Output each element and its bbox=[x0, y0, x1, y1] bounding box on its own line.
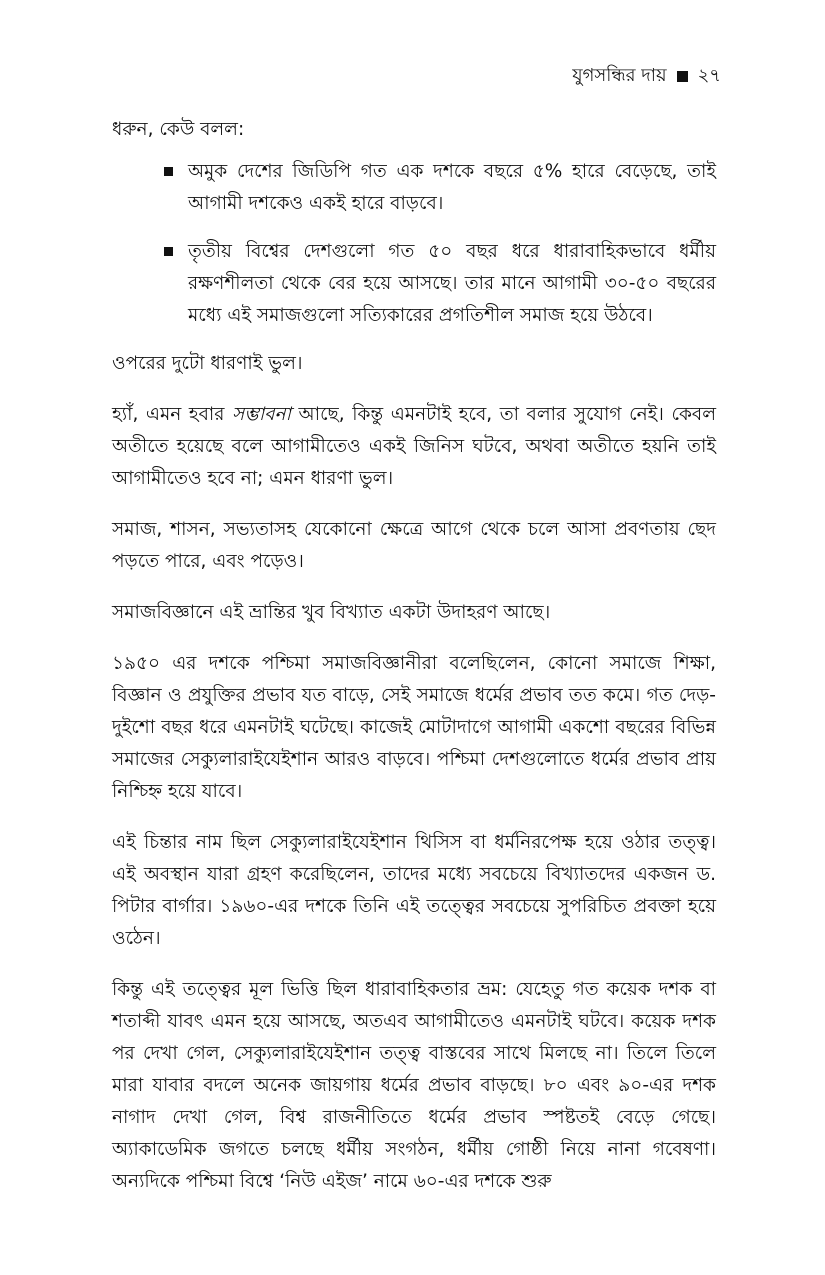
paragraph-secularization-thesis: এই চিন্তার নাম ছিল সেক্যুলারাইযেইশান থিসিস বা ধর্মনিরপেক্ষ হয়ে ওঠার তত্ত্ব। এই অবস্থান যারা গ্রহণ করেছিলেন, তাদের মধ্যে সবচেয়ে বিখ্যাতদের একজন ড. পিটার বার্গার। ১৯৬০-এর দশকে তিনি এই তত্ত্বের সবচেয়ে সুপরিচিত প্রবক্তা হয়ে ওঠেন। bbox=[112, 832, 716, 949]
running-header bbox=[572, 64, 721, 88]
example-claims-list bbox=[112, 156, 716, 332]
paragraph-continuity-fallacy: কিন্তু এই তত্ত্বের মূল ভিত্তি ছিল ধারাবাহিকতার ভ্রম: যেহেতু গত কয়েক দশক বা শতাব্দী যাবৎ এমন হয়ে আসছে, অতএব আগামীতেও এমনটাই ঘটবে। কয়েক দশক পর দেখা গেল, সেক্যুলারাইযেইশান তত্ত্ব বাস্তবের সাথে মিলছে না। তিলে তিলে মারা যাবার বদলে অনেক জায়গায় ধর্মের প্রভাব বাড়ছে। ৮০ এবং ৯০-এর দশক নাগাদ দেখা গেল, বিশ্ব রাজনীতিতে ধর্মের প্রভাব স্পষ্টতই বেড়ে গেছে। অ্যাকাডেমিক জগতে চলছে ধর্মীয় সংগঠন, ধর্মীয় গোষ্ঠী নিয়ে নানা গবেষণা। অন্যদিকে পশ্চিমা বিশ্বে ‘নিউ এইজ’ নামে ৬০-এর দশকে শুরু bbox=[112, 979, 716, 1192]
list-item bbox=[164, 236, 716, 332]
page-body bbox=[112, 114, 716, 1217]
paragraph-possibility bbox=[112, 399, 716, 495]
paragraph-famous-example: সমাজবিজ্ঞানে এই ভ্রান্তির খুব বিখ্যাত একটা উদাহরণ আছে। bbox=[112, 602, 551, 623]
page-number: ২৭ bbox=[697, 65, 721, 86]
paragraph-text: আছে, কিন্তু এমনটাই হবে, তা বলার সুযোগ নেই। কেবল অতীতে হয়েছে বলে আগামীতেও একই জিনিস ঘটবে, অথবা অতীতে হয়নি তাই আগামীতেও হবে না; এমন ধারণা ভুল। bbox=[112, 404, 716, 489]
header-title: যুগসন্ধির দায় bbox=[572, 65, 667, 86]
paragraph-text: হ্যাঁ, এমন হবার bbox=[112, 404, 233, 425]
intro-paragraph: ধরুন, কেউ বলল: bbox=[112, 119, 245, 140]
emphasized-word: সম্ভাবনা bbox=[232, 404, 291, 425]
paragraph-both-wrong: ওপরের দুটো ধারণাই ভুল। bbox=[112, 353, 303, 374]
paragraph-1950s: ১৯৫০ এর দশকে পশ্চিমা সমাজবিজ্ঞানীরা বলেছিলেন, কোনো সমাজে শিক্ষা, বিজ্ঞান ও প্রযুক্তির প্রভাব যত বাড়ে, সেই সমাজে ধর্মের প্রভাব তত কমে। গত দেড়-দুইশো বছর ধরে এমনটাই ঘটেছে। কাজেই মোটাদাগে আগামী একশো বছরের বিভিন্ন সমাজের সেক্যুলারাইযেইশান আরও বাড়বে। পশ্চিমা দেশগুলোতে ধর্মের প্রভাব প্রায় নিশ্চিহ্ন হয়ে যাবে। bbox=[112, 653, 716, 802]
square-bullet-icon bbox=[164, 167, 173, 176]
paragraph-trend-break: সমাজ, শাসন, সভ্যতাসহ যেকোনো ক্ষেত্রে আগে থেকে চলে আসা প্রবণতায় ছেদ পড়তে পারে, এবং পড়েও। bbox=[112, 519, 716, 572]
square-bullet-icon bbox=[164, 247, 173, 256]
list-item-text: তৃতীয় বিশ্বের দেশগুলো গত ৫০ বছর ধরে ধারাবাহিকভাবে ধর্মীয় রক্ষণশীলতা থেকে বের হয়ে আসছে। তার মানে আগামী ৩০-৫০ বছরের মধ্যে এই সমাজগুলো সত্যিকারের প্রগতিশীল সমাজ হয়ে উঠবে। bbox=[188, 241, 716, 326]
list-item-text: অমুক দেশের জিডিপি গত এক দশকে বছরে ৫% হারে বেড়েছে, তাই আগামী দশকেও একই হারে বাড়বে। bbox=[188, 161, 716, 214]
list-item bbox=[164, 156, 716, 220]
square-separator-icon bbox=[677, 71, 688, 82]
